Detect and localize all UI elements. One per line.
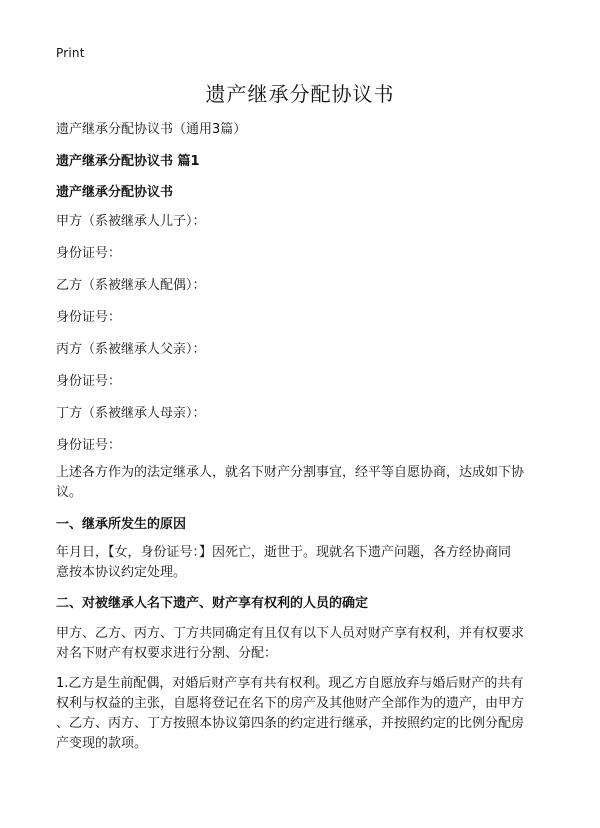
party-d-line: 丁方（系被继承人母亲）： — [56, 406, 206, 421]
rights-paragraph — [56, 624, 556, 664]
item1-paragraph — [56, 674, 556, 754]
item1-line-1: 1.乙方是生前配偶，对婚后财产享有共有权利。现乙方自愿放弃与婚后财产的共有 — [56, 676, 524, 691]
agreement-heading: 遗产继承分配协议书 — [56, 185, 174, 200]
id-a-line: 身份证号： — [56, 246, 122, 261]
subtitle: 遗产继承分配协议书（通用3篇） — [56, 122, 247, 137]
item1-line-2: 权利与权益的主张，自愿将登记在名下的房产及其他财产全部作为的遗产，由甲方 — [56, 696, 525, 711]
heading-cause: 一、继承所发生的原因 — [56, 517, 187, 532]
rights-line-1: 甲方、乙方、丙方、丁方共同确定有且仅有以下人员对财产享有权利，并有权要求 — [56, 626, 525, 641]
party-b-line: 乙方（系被继承人配偶）： — [56, 278, 206, 293]
cause-paragraph — [56, 543, 556, 583]
item1-line-3: 、乙方、丙方、丁方按照本协议第四条的约定进行继承，并按照约定的比例分配房 — [56, 716, 525, 731]
party-c-line: 丙方（系被继承人父亲）： — [56, 342, 206, 357]
cause-line-2: 意按本协议约定处理。 — [56, 565, 187, 580]
intro-paragraph — [56, 463, 556, 503]
rights-line-2: 对名下财产有权要求进行分割、分配： — [56, 646, 278, 661]
section-heading: 遗产继承分配协议书 篇1 — [56, 154, 200, 169]
item1-line-4: 产变现的款项。 — [56, 736, 148, 751]
id-b-line: 身份证号： — [56, 310, 122, 325]
party-a-line: 甲方（系被继承人儿子）： — [56, 214, 206, 229]
intro-line-1: 上述各方作为的法定继承人，就名下财产分割事宜，经平等自愿协商，达成如下协 — [56, 465, 525, 480]
id-d-line: 身份证号： — [56, 438, 122, 453]
document-title: 遗产继承分配协议书 — [205, 82, 395, 106]
cause-line-1: 年月日，【女，身份证号：】因死亡，逝世于。现就名下遗产问题，各方经协商同 — [56, 545, 512, 560]
heading-rights: 二、对被继承人名下遗产、财产享有权利的人员的确定 — [56, 596, 369, 611]
id-c-line: 身份证号： — [56, 374, 122, 389]
intro-line-2: 议。 — [56, 485, 83, 500]
print-label[interactable]: Print — [56, 46, 85, 60]
